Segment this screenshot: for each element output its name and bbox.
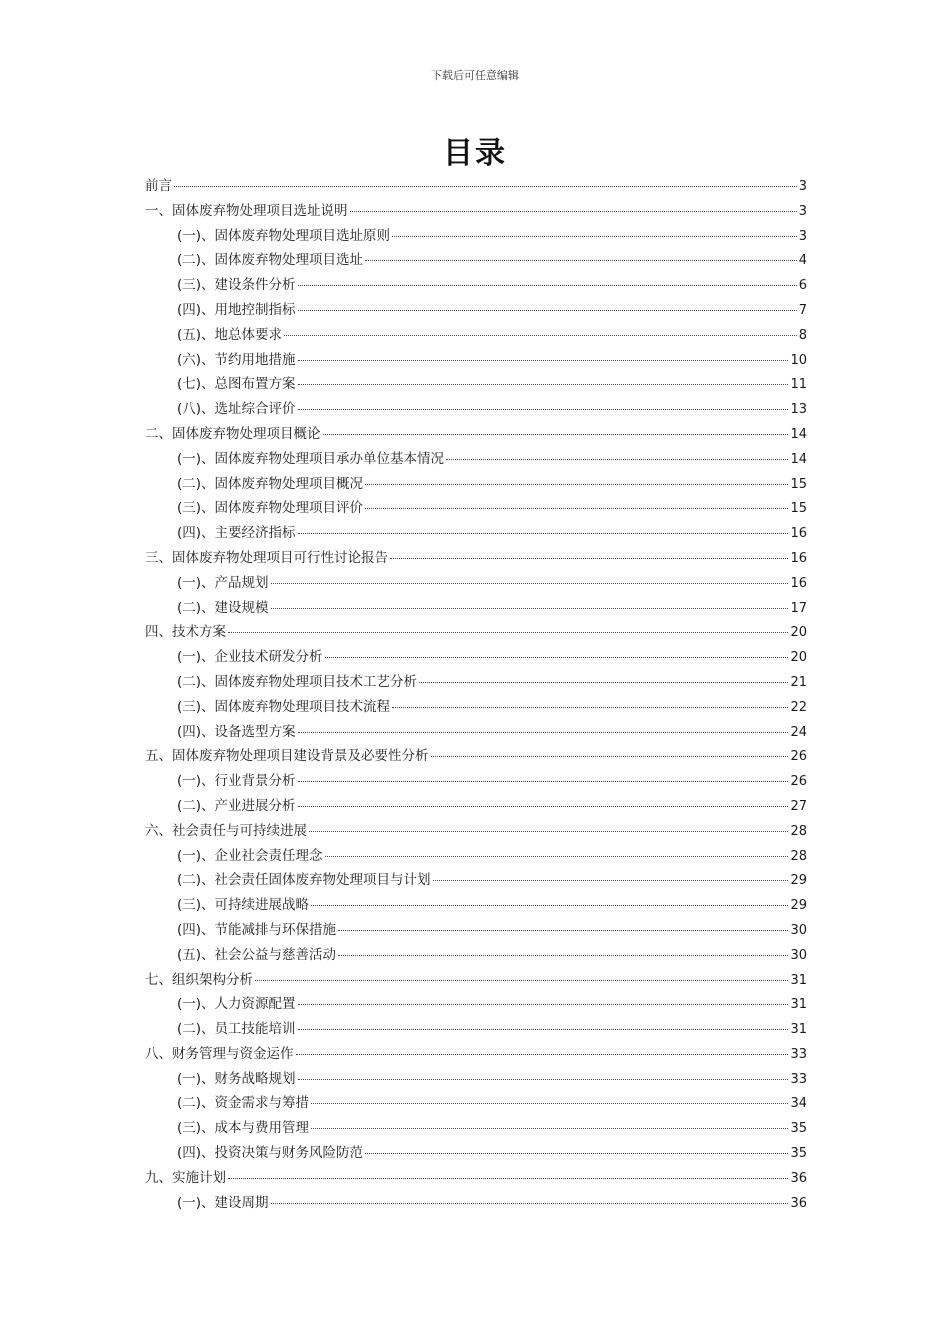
toc-dot-leader <box>350 211 797 212</box>
toc-page-number: 34 <box>790 1096 807 1112</box>
toc-entry[interactable] <box>145 1166 807 1191</box>
toc-page-number: 36 <box>790 1195 807 1211</box>
toc-entry[interactable] <box>145 1067 807 1092</box>
toc-entry-text: 前言 <box>145 178 172 194</box>
toc-entry-text: (一)、财务战略规划 <box>177 1070 296 1087</box>
toc-dot-leader <box>365 508 788 509</box>
toc-entry-text: (三)、建设条件分析 <box>177 277 296 294</box>
toc-page-number: 29 <box>790 898 807 914</box>
toc-entry-text: (二)、社会责任固体废弃物处理项目与计划 <box>177 872 431 889</box>
toc-entry-text: (四)、投资决策与财务风险防范 <box>177 1145 364 1162</box>
toc-page-number: 30 <box>790 922 807 938</box>
toc-entry[interactable] <box>145 744 807 769</box>
toc-page-number: 31 <box>790 1022 807 1038</box>
toc-entry[interactable] <box>145 844 807 869</box>
toc-page-number: 27 <box>790 798 807 814</box>
toc-dot-leader <box>284 335 797 336</box>
toc-entry-text: 三、固体废弃物处理项目可行性讨论报告 <box>145 549 388 566</box>
toc-page-number: 14 <box>790 426 807 442</box>
toc-page-number: 16 <box>790 526 807 542</box>
toc-page-number: 6 <box>798 278 807 294</box>
toc-entry-text: 六、社会责任与可持续进展 <box>145 822 307 839</box>
toc-dot-leader <box>325 657 789 658</box>
toc-entry[interactable] <box>145 918 807 943</box>
toc-entry-text: 八、财务管理与资金运作 <box>145 1045 294 1062</box>
toc-page-number: 26 <box>790 749 807 765</box>
toc-dot-leader <box>271 608 789 609</box>
toc-entry[interactable] <box>145 794 807 819</box>
toc-entry-text: (二)、资金需求与筹措 <box>177 1095 310 1112</box>
toc-page-number: 3 <box>798 203 807 219</box>
toc-entry-text: (六)、节约用地措施 <box>177 351 296 368</box>
toc-entry-text: (一)、建设周期 <box>177 1194 269 1211</box>
toc-entry-text: (二)、固体废弃物处理项目概况 <box>177 475 364 492</box>
toc-dot-leader <box>298 1004 789 1005</box>
toc-entry-text: (五)、地总体要求 <box>177 326 283 343</box>
toc-dot-leader <box>392 707 788 708</box>
toc-entry-text: (三)、固体废弃物处理项目技术流程 <box>177 698 391 715</box>
toc-entry[interactable] <box>145 720 807 745</box>
toc-dot-leader <box>309 831 788 832</box>
toc-page-number: 33 <box>790 1046 807 1062</box>
toc-entry[interactable] <box>145 596 807 621</box>
toc-dot-leader <box>271 583 789 584</box>
toc-entry[interactable] <box>145 1091 807 1116</box>
toc-dot-leader <box>419 682 788 683</box>
toc-page-number: 28 <box>790 848 807 864</box>
toc-page-number: 17 <box>790 600 807 616</box>
toc-page-number: 21 <box>790 674 807 690</box>
toc-dot-leader <box>255 980 788 981</box>
toc-page-number: 15 <box>790 501 807 517</box>
toc-page-number: 16 <box>790 550 807 566</box>
toc-entry[interactable] <box>145 670 807 695</box>
toc-entry-text: (一)、固体废弃物处理项目选址原则 <box>177 227 391 244</box>
toc-entry[interactable] <box>145 968 807 993</box>
toc-entry-text: (二)、固体废弃物处理项目技术工艺分析 <box>177 673 418 690</box>
toc-dot-leader <box>296 1054 789 1055</box>
toc-dot-leader <box>311 1103 788 1104</box>
page-title: 目录 <box>443 136 507 171</box>
toc-entry-text: (二)、产业进展分析 <box>177 797 296 814</box>
toc-entry-text: (八)、选址综合评价 <box>177 401 296 418</box>
toc-entry-text: (一)、固体废弃物处理项目承办单位基本情况 <box>177 450 445 467</box>
toc-dot-leader <box>433 880 789 881</box>
toc-page-number: 28 <box>790 823 807 839</box>
toc-page-number: 31 <box>790 997 807 1013</box>
toc-entry[interactable] <box>145 695 807 720</box>
toc-entry[interactable] <box>145 645 807 670</box>
toc-dot-leader <box>431 756 789 757</box>
toc-entry[interactable] <box>145 1042 807 1067</box>
toc-entry-text: (三)、固体废弃物处理项目评价 <box>177 500 364 517</box>
toc-entry[interactable] <box>145 348 807 373</box>
toc-dot-leader <box>298 533 789 534</box>
toc-entry-text: (一)、企业技术研发分析 <box>177 649 323 666</box>
toc-entry[interactable] <box>145 199 807 224</box>
toc-entry-text: (二)、员工技能培训 <box>177 1021 296 1038</box>
toc-page-number: 31 <box>790 972 807 988</box>
toc-entry[interactable] <box>145 620 807 645</box>
toc-entry-text: 二、固体废弃物处理项目概论 <box>145 425 321 442</box>
toc-entry[interactable] <box>145 1116 807 1141</box>
toc-entry[interactable] <box>145 769 807 794</box>
toc-entry[interactable] <box>145 496 807 521</box>
toc-page-number: 30 <box>790 947 807 963</box>
toc-dot-leader <box>298 285 797 286</box>
toc-dot-leader <box>298 360 789 361</box>
toc-dot-leader <box>298 806 789 807</box>
toc-dot-leader <box>298 409 789 410</box>
toc-entry-text: 四、技术方案 <box>145 624 226 641</box>
toc-page-number: 7 <box>798 302 807 318</box>
toc-page-number: 13 <box>790 402 807 418</box>
toc-page-number: 29 <box>790 873 807 889</box>
toc-page-number: 36 <box>790 1170 807 1186</box>
toc-dot-leader <box>298 1079 789 1080</box>
toc-entry[interactable] <box>145 224 807 249</box>
toc-page-number: 11 <box>790 377 807 393</box>
toc-entry[interactable] <box>145 447 807 472</box>
toc-entry-text: (七)、总图布置方案 <box>177 376 296 393</box>
toc-entry-text: (一)、行业背景分析 <box>177 773 296 790</box>
toc-entry-text: (五)、社会公益与慈善活动 <box>177 946 337 963</box>
toc-entry[interactable] <box>145 943 807 968</box>
toc-entry[interactable] <box>145 521 807 546</box>
toc-entry-text: (二)、固体废弃物处理项目选址 <box>177 252 364 269</box>
toc-dot-leader <box>338 955 788 956</box>
toc-dot-leader <box>298 781 789 782</box>
toc-entry[interactable] <box>145 248 807 273</box>
toc-dot-leader <box>392 236 797 237</box>
toc-entry-text: (三)、成本与费用管理 <box>177 1120 310 1137</box>
toc-dot-leader <box>228 1178 788 1179</box>
toc-page-number: 35 <box>790 1146 807 1162</box>
toc-page-number: 20 <box>790 625 807 641</box>
header-note: 下载后可任意编辑 <box>431 69 519 82</box>
toc-dot-leader <box>338 930 788 931</box>
toc-page-number: 10 <box>790 352 807 368</box>
toc-dot-leader <box>298 310 797 311</box>
toc-entry[interactable] <box>145 1141 807 1166</box>
toc-entry[interactable] <box>145 819 807 844</box>
toc-page-number: 8 <box>798 327 807 343</box>
toc-dot-leader <box>228 632 788 633</box>
toc-dot-leader <box>365 484 788 485</box>
toc-entry-text: 五、固体废弃物处理项目建设背景及必要性分析 <box>145 748 429 765</box>
toc-page-number: 14 <box>790 451 807 467</box>
toc-page-number: 16 <box>790 575 807 591</box>
toc-page-number: 3 <box>798 179 807 194</box>
toc-entry[interactable] <box>145 571 807 596</box>
toc-entry[interactable] <box>145 397 807 422</box>
toc-entry-text: (四)、设备选型方案 <box>177 723 296 740</box>
toc-entry[interactable] <box>145 893 807 918</box>
toc-entry[interactable] <box>145 868 807 893</box>
toc-entry-text: (四)、主要经济指标 <box>177 525 296 542</box>
toc-dot-leader <box>325 856 789 857</box>
toc-entry-text: (一)、企业社会责任理念 <box>177 847 323 864</box>
toc-entry[interactable] <box>145 323 807 348</box>
toc-entry[interactable] <box>145 422 807 447</box>
toc-dot-leader <box>446 459 788 460</box>
toc-entry-text: (三)、可持续进展战略 <box>177 897 310 914</box>
toc-page-number: 33 <box>790 1071 807 1087</box>
toc-entry[interactable] <box>145 472 807 497</box>
toc-page-number: 20 <box>790 650 807 666</box>
toc-page-number: 15 <box>790 476 807 492</box>
toc-page-number: 35 <box>790 1121 807 1137</box>
toc-entry-text: 七、组织架构分析 <box>145 971 253 988</box>
toc-dot-leader <box>271 1203 789 1204</box>
toc-dot-leader <box>323 434 789 435</box>
toc-page-number: 26 <box>790 774 807 790</box>
toc-entry-text: (一)、人力资源配置 <box>177 996 296 1013</box>
toc-entry[interactable] <box>145 546 807 571</box>
toc-dot-leader <box>311 905 788 906</box>
toc-entry[interactable] <box>145 372 807 397</box>
toc-dot-leader <box>298 384 789 385</box>
toc-entry-text: (二)、建设规模 <box>177 599 269 616</box>
toc-entry[interactable] <box>145 1191 807 1216</box>
toc-entry[interactable] <box>145 298 807 323</box>
toc-dot-leader <box>298 1029 789 1030</box>
toc-page-number: 4 <box>798 253 807 269</box>
toc-dot-leader <box>365 260 797 261</box>
toc-dot-leader <box>174 186 797 187</box>
toc-page-number: 3 <box>798 228 807 244</box>
toc-page-number: 24 <box>790 724 807 740</box>
toc-entry-text: (四)、节能减排与环保措施 <box>177 921 337 938</box>
toc-dot-leader <box>298 732 789 733</box>
toc-entry[interactable] <box>145 992 807 1017</box>
toc-page-number: 22 <box>790 699 807 715</box>
toc-dot-leader <box>390 558 788 559</box>
toc-entry-text: 一、固体废弃物处理项目选址说明 <box>145 202 348 219</box>
toc-entry[interactable] <box>145 273 807 298</box>
toc-entry-text: (一)、产品规划 <box>177 574 269 591</box>
toc-entry-text: 九、实施计划 <box>145 1169 226 1186</box>
toc-entry-text: (四)、用地控制指标 <box>177 301 296 318</box>
toc-dot-leader <box>365 1153 788 1154</box>
toc-entry[interactable] <box>145 1017 807 1042</box>
table-of-contents <box>145 174 807 1215</box>
toc-dot-leader <box>311 1128 788 1129</box>
toc-entry[interactable] <box>145 174 807 199</box>
